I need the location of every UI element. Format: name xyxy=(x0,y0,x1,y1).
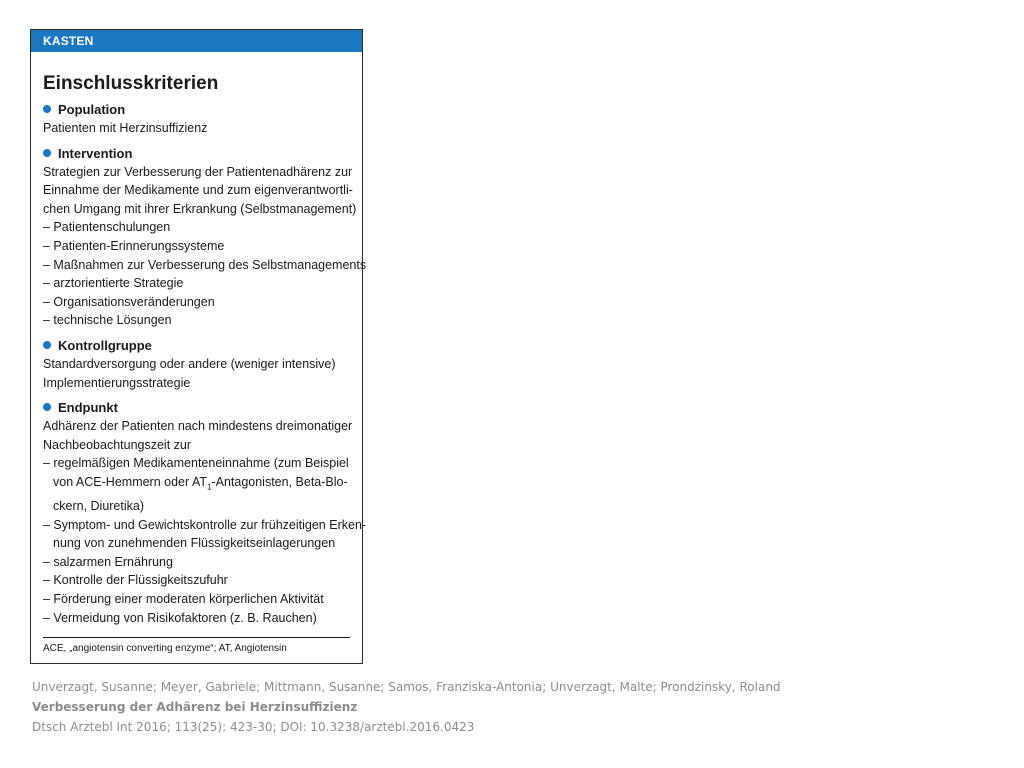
bullet-icon xyxy=(43,341,51,349)
footnote-divider xyxy=(43,637,350,638)
text-line: chen Umgang mit ihrer Erkrankung (Selbstmanagement) xyxy=(43,201,357,216)
section-heading-label: Endpunkt xyxy=(58,400,118,416)
section-heading-label: Kontrollgruppe xyxy=(58,337,152,353)
text-fragment: von ACE-Hemmern oder AT xyxy=(53,474,207,489)
box-body xyxy=(31,72,367,656)
section-heading xyxy=(43,144,362,163)
section-endpunkt xyxy=(43,398,367,627)
citation-source: Dtsch Arztebl Int 2016; 113(25): 423-30; DOI: 10.3238/arztebl.2016.0423 xyxy=(32,720,475,734)
section-intervention xyxy=(43,144,367,330)
list-item: – Maßnahmen zur Verbesserung des Selbstmanagements xyxy=(43,257,367,272)
section-heading xyxy=(43,398,362,417)
text-line: Einnahme der Medikamente und zum eigenverantwortli- xyxy=(43,183,353,198)
list-item: – Organisationsveränderungen xyxy=(43,294,215,309)
list-item: – salzarmen Ernährung xyxy=(43,554,173,569)
list-item-continuation xyxy=(43,473,362,497)
section-population xyxy=(43,100,362,138)
text-line: Standardversorgung oder andere (weniger intensive) xyxy=(43,356,336,371)
box-header: KASTEN xyxy=(31,30,362,52)
list-item: – Vermeidung von Risikofaktoren (z. B. Rauchen) xyxy=(43,610,317,625)
citation-title: Verbesserung der Adhärenz bei Herzinsuffizienz xyxy=(32,700,358,714)
bullet-icon xyxy=(43,403,51,411)
text-line: Patienten mit Herzinsuffizienz xyxy=(43,121,208,135)
info-box xyxy=(30,29,367,664)
text-fragment: -Antagonisten, Beta-Blo- xyxy=(211,474,348,489)
list-item: – Förderung einer moderaten körperlichen Aktivität xyxy=(43,591,324,606)
list-item: – Kontrolle der Flüssigkeitszufuhr xyxy=(43,573,228,588)
list-item-continuation: nung von zunehmenden Flüssigkeitseinlagerungen xyxy=(53,536,336,551)
list-item: – Patientenschulungen xyxy=(43,220,171,235)
section-kontrollgruppe xyxy=(43,336,362,392)
section-heading-label: Intervention xyxy=(58,145,133,161)
section-heading xyxy=(43,100,362,119)
text-line: Nachbeobachtungszeit zur xyxy=(43,437,192,452)
subscript: 1 xyxy=(207,482,212,492)
list-item: – Patienten-Erinnerungssysteme xyxy=(43,238,225,253)
text-line: Adhärenz der Patienten nach mindestens dreimonatiger xyxy=(43,419,353,434)
list-item: – Symptom- und Gewichtskontrolle zur frühzeitigen Erken- xyxy=(43,517,367,532)
citation xyxy=(32,677,781,737)
bullet-icon xyxy=(43,105,51,113)
list-item: – arztorientierte Strategie xyxy=(43,276,184,291)
list-item-continuation: ckern, Diuretika) xyxy=(53,499,144,513)
section-heading-label: Population xyxy=(58,102,126,117)
list-item: – regelmäßigen Medikamenteneinnahme (zum Beispiel xyxy=(43,456,349,471)
footnote: ACE, „angiotensin converting enzyme“; AT, Angiotensin xyxy=(43,643,287,655)
text-line: Strategien zur Verbesserung der Patientenadhärenz zur xyxy=(43,164,353,179)
box-title: Einschlusskriterien xyxy=(43,73,219,94)
bullet-icon xyxy=(43,149,51,157)
section-heading xyxy=(43,336,362,355)
citation-authors: Unverzagt, Susanne; Meyer, Gabriele; Mittmann, Susanne; Samos, Franziska-Antonia; Unverzagt, Malte; Prondzinsky, Roland xyxy=(32,680,781,694)
list-item: – technische Lösungen xyxy=(43,313,172,328)
text-line: Implementierungsstrategie xyxy=(43,375,191,390)
